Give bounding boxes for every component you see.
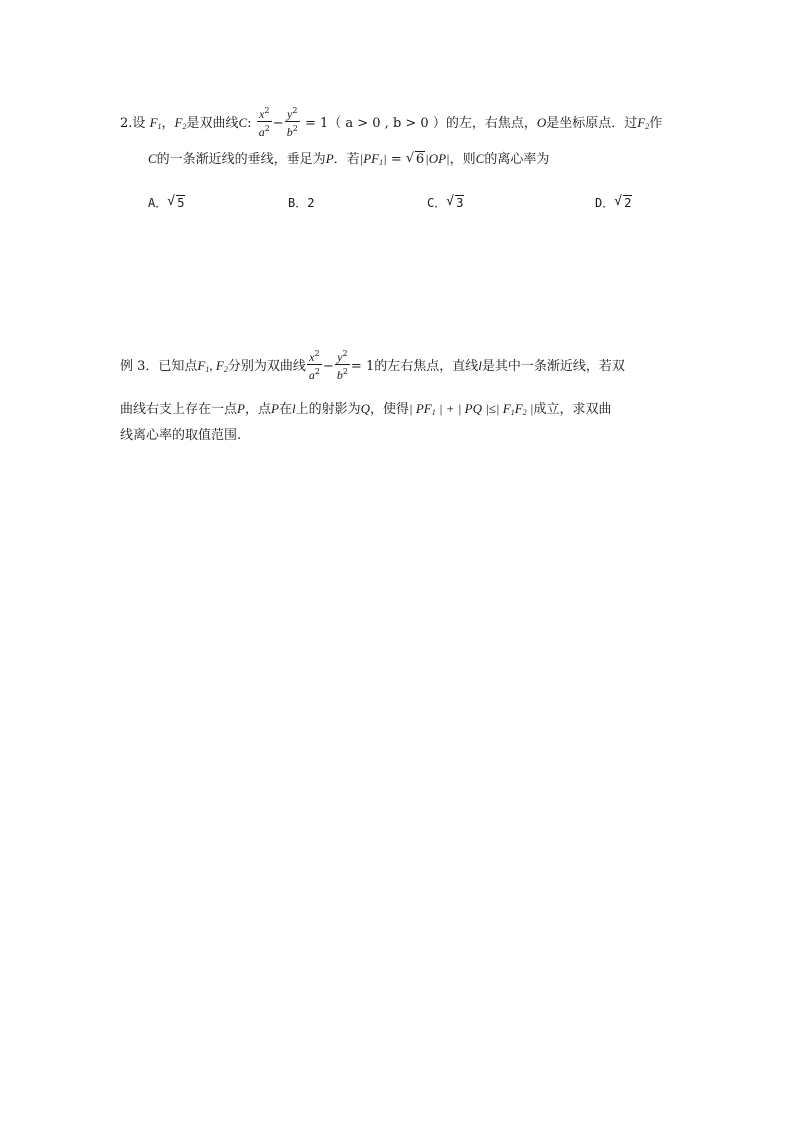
var-x: x — [309, 350, 315, 364]
equals-one: = 1 — [350, 359, 375, 374]
comma: ， — [161, 116, 175, 131]
curve-c: C — [238, 115, 248, 130]
ex3-text: 上的射影为 — [295, 402, 361, 417]
option-label: A． — [148, 196, 168, 210]
ineq-part: | + | PQ |≤| F — [435, 401, 511, 416]
radicand: 6 — [415, 152, 425, 167]
var-a: a — [258, 125, 265, 139]
ex3-text: 成立，求双曲 — [533, 402, 612, 417]
fraction-x2-a2 — [307, 347, 322, 382]
sub: 1 — [431, 408, 436, 417]
inequality — [409, 401, 533, 416]
ex3-line-3 — [120, 427, 241, 445]
exp: 2 — [264, 106, 270, 115]
q2-line-2 — [148, 150, 549, 172]
abs-open: |PF — [359, 151, 380, 166]
ex3-line-2 — [120, 400, 612, 422]
abs-pf1 — [360, 151, 387, 166]
q2-text: 作 — [649, 116, 663, 131]
ineq-part: | PF — [409, 401, 432, 416]
q2-text: 的一条渐近线的垂线，垂足为 — [156, 152, 326, 167]
point-p: P — [325, 151, 334, 166]
ex3-line-1 — [120, 349, 625, 384]
colon: : — [247, 116, 252, 131]
radicand: 2 — [624, 196, 632, 210]
sub: 2 — [522, 408, 527, 417]
option-value: 2 — [307, 196, 315, 210]
f1-symbol — [150, 115, 162, 130]
ex3-text: 在 — [278, 402, 292, 417]
option-b[interactable] — [288, 194, 314, 212]
f2-letter: F — [637, 115, 646, 130]
q2-number: 2. — [120, 116, 133, 131]
origin-o: O — [536, 115, 547, 130]
option-label: C． — [427, 196, 447, 210]
var-y: y — [287, 107, 293, 121]
fraction-y2-b2 — [285, 104, 300, 139]
equals-one: = 1 — [304, 116, 329, 131]
var-x: x — [259, 107, 265, 121]
f2-symbol — [175, 115, 187, 130]
sqrt-five — [167, 194, 185, 212]
q2-text: ，则 — [449, 152, 476, 167]
ex3-text: 曲线右支上存在一点 — [120, 402, 238, 417]
q2-text: 的离心率为 — [484, 152, 550, 167]
option-d[interactable] — [595, 194, 632, 212]
sub: 1 — [379, 158, 384, 167]
f1-sub: 1 — [157, 122, 162, 131]
radicand: 5 — [177, 196, 185, 210]
ineq-part: | — [526, 401, 534, 416]
abs-op: |OP| — [425, 151, 450, 166]
q2-text: 的左，右焦点， — [445, 116, 537, 131]
exp: 2 — [292, 106, 298, 115]
exp: 2 — [292, 124, 298, 133]
exp: 2 — [314, 367, 320, 376]
option-label: D． — [595, 196, 615, 210]
point-p: P — [237, 401, 245, 416]
ex3-text: 线离心率的取值范围. — [120, 428, 242, 443]
ex3-text: ，点 — [244, 402, 271, 417]
exp: 2 — [264, 124, 270, 133]
sqrt-two — [614, 194, 632, 212]
point-q: Q — [360, 401, 370, 416]
curve-c: C — [475, 151, 485, 166]
q2-text: 设 — [132, 116, 146, 131]
line-l: l — [291, 401, 296, 416]
radicand: 3 — [456, 196, 464, 210]
f2-sub: 2 — [645, 122, 650, 131]
option-a[interactable] — [148, 194, 185, 212]
sqrt-three — [446, 194, 464, 212]
abs-close: | — [383, 151, 387, 166]
q2-text: 是双曲线 — [186, 116, 239, 131]
var-y: y — [337, 350, 343, 364]
sub: 1 — [510, 408, 515, 417]
q2-text: 是坐标原点．过 — [546, 116, 638, 131]
f2-symbol — [637, 115, 649, 130]
minus-sign: − — [322, 359, 334, 374]
f-letter: F — [197, 358, 206, 373]
var-b: b — [286, 125, 293, 139]
sub: 1 — [205, 365, 210, 374]
minus-sign: − — [272, 116, 284, 131]
exp: 2 — [314, 349, 320, 358]
line-l: l — [478, 358, 482, 373]
option-c[interactable] — [427, 194, 464, 212]
point-p: P — [270, 401, 279, 416]
f2-sub: 2 — [182, 122, 187, 131]
curve-c: C — [148, 151, 157, 166]
sub: 2 — [223, 365, 228, 374]
ex3-prefix: 例 3．已知点 — [120, 359, 198, 374]
q2-line-1 — [120, 106, 662, 141]
f1-letter: F — [149, 115, 158, 130]
ex3-text: ，使得 — [369, 402, 409, 417]
ex3-text: 分别为双曲线 — [227, 359, 306, 374]
ex3-text: 是其中一条渐近线，若双 — [481, 359, 625, 374]
fraction-y2-b2 — [335, 347, 350, 382]
option-label: B． — [288, 196, 308, 210]
sqrt-six — [406, 151, 425, 169]
separator: , F — [209, 358, 224, 373]
fraction-x2-a2 — [257, 104, 272, 139]
exp: 2 — [342, 367, 348, 376]
equals: = — [386, 152, 406, 167]
exp: 2 — [342, 349, 348, 358]
f2-letter: F — [174, 115, 183, 130]
var-b: b — [336, 368, 343, 382]
ex3-text: 的左右焦点，直线 — [374, 359, 479, 374]
ineq-part: F — [514, 401, 523, 416]
f1f2-symbols — [197, 358, 227, 373]
condition: （ a > 0 , b > 0 ） — [328, 116, 446, 131]
var-a: a — [308, 368, 315, 382]
q2-text: ．若 — [333, 152, 360, 167]
